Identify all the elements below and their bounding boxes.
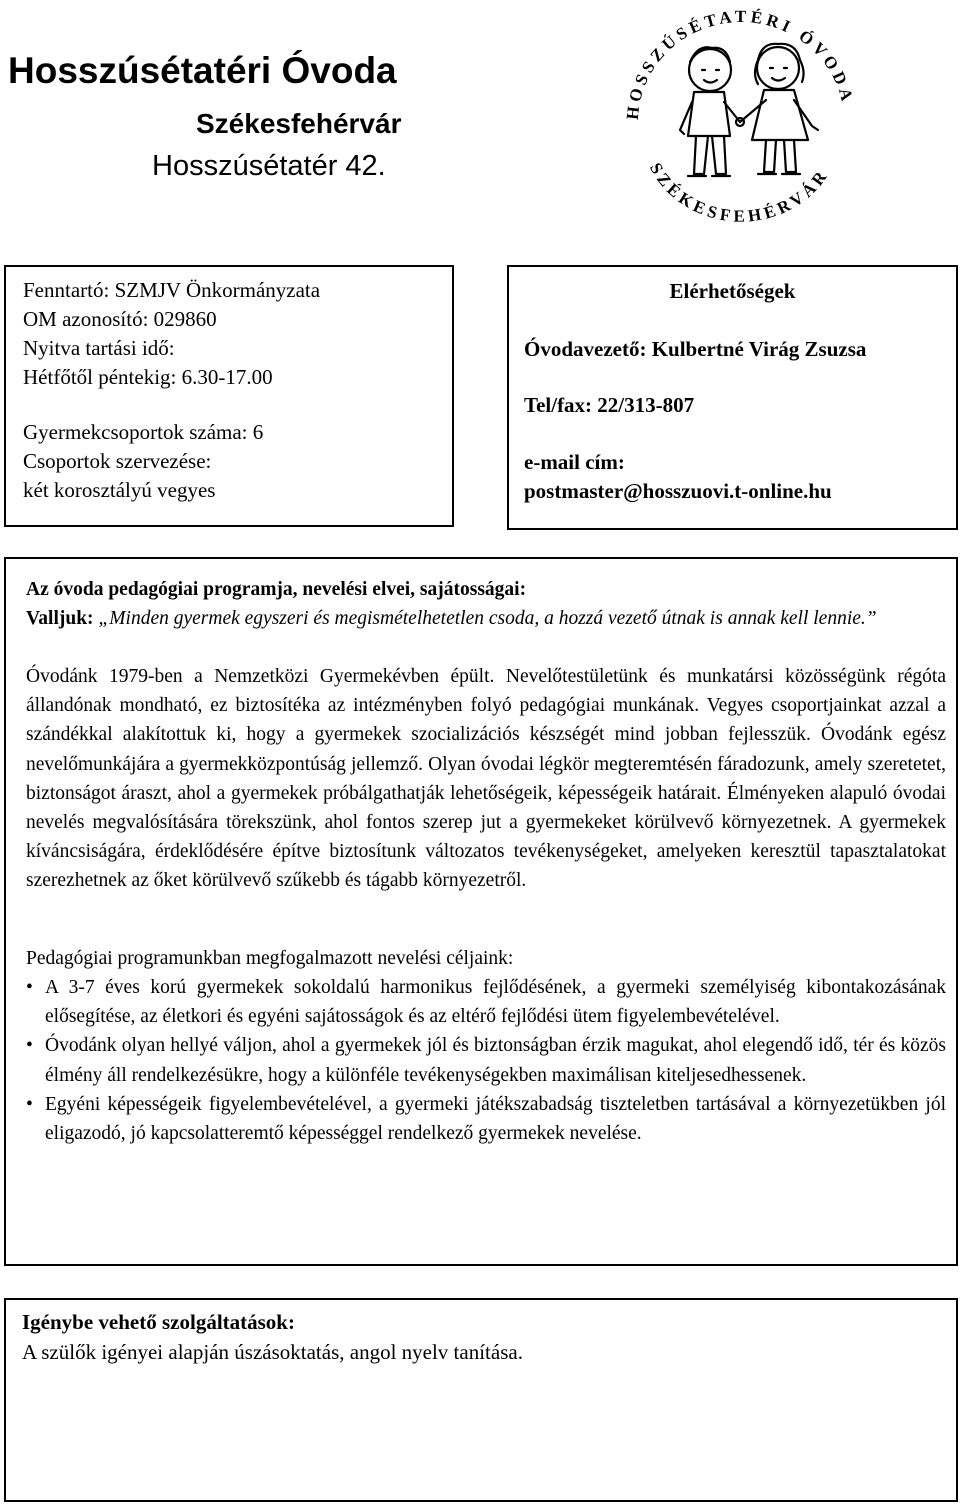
contact-box [507,265,958,530]
services-heading: Igénybe vehető szolgáltatások: [22,1310,295,1334]
bullet-icon: • [26,977,33,998]
goals-list [26,973,946,1148]
director-line: Óvodavezető: Kulbertné Virág Zsuzsa [524,337,867,361]
info-line: OM azonosító: 029860 [23,307,217,331]
info-line: két korosztályú vegyes [23,478,216,502]
program-heading: Az óvoda pedagógiai programja, nevelési elvei, sajátosságai: [26,579,527,600]
goals-heading: Pedagógiai programunkban megfogalmazott nevelési céljaink: [26,948,514,969]
bullet-icon: • [26,1035,33,1057]
motto [26,604,946,633]
kindergarten-logo [612,2,870,238]
list-item: • Egyéni képességeik figyelembevételével, a gyermeki játékszabadság tiszteletben tartásával a környezetükben jól eligazodó, jó kapcsolatteremtő képességgel rendelkező gyermekek nevelése. [26,1090,946,1148]
city-subtitle: Székesfehérvár [196,108,402,139]
services-box [4,1298,958,1502]
info-box [4,265,454,527]
list-item: • Óvodánk olyan hellyé váljon, ahol a gyermekek jól és biztonságban érzik magukat, ahol elegendő idő, tér és közös élmény áll rendelkezésükre, hogy a különféle tevékenységekben maximálisan kiteljesedhessenek. [26,1031,946,1089]
list-item: • A 3-7 éves korú gyermekek sokoldalú harmonikus fejlődésének, a gyermeki személyiség kibontakozásának elősegítése, az életkori és egyéni sajátosságok és az eltérő fejlődési ütem figyelembevételével. [26,973,946,1031]
logo-emblem-icon [612,2,870,238]
email-address[interactable]: postmaster@hosszuovi.t-online.hu [524,479,832,503]
info-line: Gyermekcsoportok száma: 6 [23,420,264,444]
program-body [26,662,946,896]
info-line: Hétfőtől péntekig: 6.30-17.00 [23,365,273,389]
info-line: Nyitva tartási idő: [23,336,175,360]
info-line: Fenntartó: SZMJV Önkormányzata [23,278,321,302]
page-title: Hosszúsétatéri Óvoda [8,50,397,91]
founded-text: Óvodánk 1979-ben a Nemzetközi Gyermekévben épült. [26,666,495,687]
motto-text: „Minden gyermek egyszeri és megismételhetetlen csoda, a hozzá vezető útnak is annak kell lennie.” [98,608,877,629]
body-text: Nevelőtestületünk és munkatársi közösségünk régóta állandónak mondható, ez biztosítéka az intézményben folyó pedagógiai munkának. Vegyes csoportjainkat azzal a szándékkal alakítottuk ki, hogy a gyermekek szocializációs készségét mind jobban fejlesszük. Óvodánk egész nevelőmunkájára a gyermekközpontúság jellemző. Olyan óvodai légkör megteremtésén fáradozunk, amely szeretetet, biztonságot áraszt, ahol a gyermekek próbálgathatják lehetőségeik, képességeik határait. Élményeken alapuló óvodai nevelés megvalósítására törekszünk, ahol fontos szerep jut a gyermekeket körülvevő környezetnek. A gyermekek kíváncsiságára, érdeklődésére építve biztosítunk változatos tevékenységeket, amelyeken keresztül tapasztalatokat szerezhetnek az őket körülvevő szűkebb és tágabb környezetről. [26,666,946,892]
address-subtitle: Hosszúsétatér 42. [152,150,386,182]
phone-line: Tel/fax: 22/313-807 [524,393,695,417]
motto-label: Valljuk: [26,608,94,629]
contact-heading: Elérhetőségek [669,279,796,303]
bullet-icon: • [26,1093,33,1115]
services-text: A szülők igényei alapján úszásoktatás, angol nyelv tanítása. [22,1340,523,1364]
info-line: Csoportok szervezése: [23,449,212,473]
logo-bottom-text: SZÉKESFEHÉRVÁR [645,159,833,226]
program-box [4,557,958,1266]
logo-top-text: HOSSZÚSÉTATÉRI ÓVODA [622,6,858,121]
email-label: e-mail cím: [524,450,625,474]
